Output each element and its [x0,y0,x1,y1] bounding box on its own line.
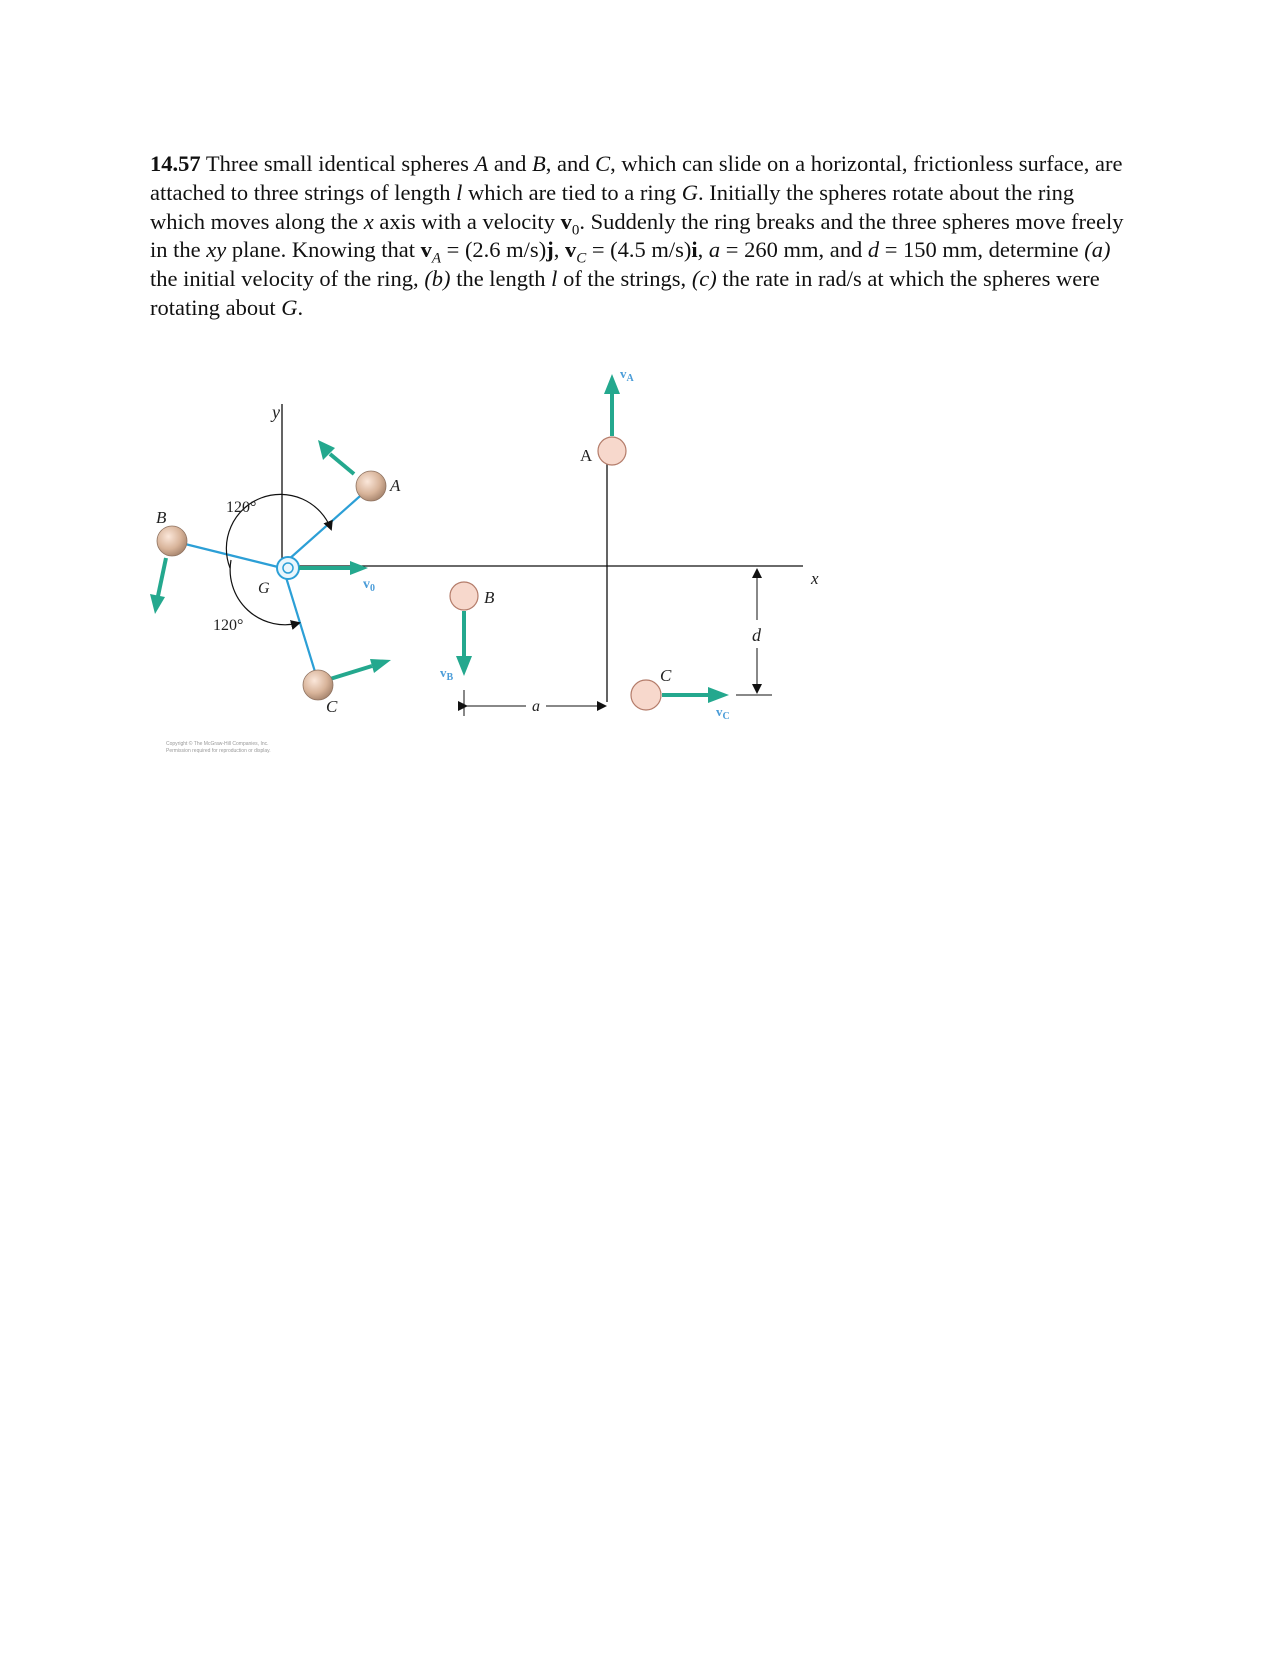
angle-label-bottom: 120° [213,617,244,634]
va-arrow-head [604,374,620,394]
sphere-c-free-label: C [660,666,672,685]
sphere-b-free [450,582,478,610]
sphere-c [303,670,333,700]
dim-d-label: d [752,625,761,645]
sphere-c-free [631,680,661,710]
ring-g-label: G [258,580,270,597]
sphere-c-label: C [326,697,338,716]
va-label: $v_A$ [620,366,634,384]
dim-a-label: a [532,698,540,715]
sphere-a [356,471,386,501]
v0-arrow-head [350,561,368,575]
sphere-b-arrow-shaft [158,558,166,596]
sphere-b-arrow-head [150,594,165,614]
copyright-line-1: Copyright © The McGraw-Hill Companies, Inc. [166,741,269,747]
left-figure [150,402,803,716]
ring-g [277,557,299,579]
string-b [185,544,278,567]
sphere-b [157,526,187,556]
copyright-line-2: Permission required for reproduction or display. [166,748,271,754]
sphere-a-free [598,437,626,465]
vb-label: $v_B$ [440,665,454,683]
problem-number: 14.57 [150,151,201,176]
sphere-b-label: B [156,508,167,527]
sphere-b-free-label: B [484,588,495,607]
sphere-a-arrow-shaft [330,454,354,474]
vc-arrow-head [708,687,729,703]
string-a [288,489,368,560]
sphere-a-free-label: A [580,446,593,465]
x-axis-label: x [811,569,819,588]
vc-label: $v_C$ [716,704,730,722]
v0-label: $v_0$ [363,577,375,594]
sphere-c-arrow-head [370,659,391,673]
problem-statement: 14.57 Three small identical spheres A and B, and C, which can slide on a horizontal, frictionless surface, are attached to three strings of length l which are tied to a ring G. Initially the spheres rotate about the ring which moves along the x axis with a velocity $v_0$. Suddenly the ring breaks and the three spheres move freely in the xy plane. Knowing that $v_A = (2.6$ m/s)j, $v_C = (4.5$ m/s)i, a = 260 mm, and d = 150 mm, determine (a) the initial velocity of the ring, (b) the length l of the strings, (c) the rate in rad/s at which the spheres were rotating about G. [150,151,1124,320]
right-figure [440,366,819,722]
angle-label-top: 120° [226,499,257,516]
sphere-a-label: A [390,476,401,495]
sphere-c-arrow-shaft [330,666,372,679]
y-axis-label: y [272,402,280,422]
vb-arrow-head [456,656,472,676]
